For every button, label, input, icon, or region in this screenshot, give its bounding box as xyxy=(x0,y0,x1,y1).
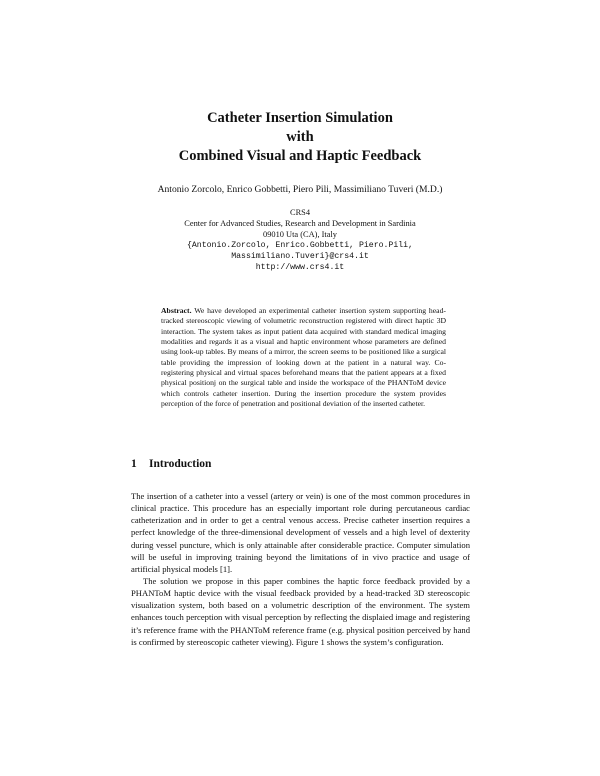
affiliation-org: CRS4 xyxy=(289,208,311,217)
section-heading xyxy=(131,458,211,470)
paper-title-line-2: with xyxy=(286,129,314,145)
abstract-text: We have developed an experimental catheter insertion system supporting head-tracked stereoscopic viewing of volumetric reconstruction registered with direct haptic 3D interaction. The system takes as input patient data acquired with standard medical imaging modalities and regards it as a visual and haptic environment whose parameters are defined using look-up tables. By means of a mirror, the screen seems to be positioned like a surgical table providing the impression of looking down at the patient in a natural way. Co-registering physical and virtual spaces beforehand means that the patient appears at a fixed physical positionj on the surgical table and inside the workspace of the PHANToM device which controls catheter insertion. During the insertion procedure the system provides perception of the force of penetration and positional deviation of the inserted catheter. xyxy=(161,306,446,409)
paper-title-line-3: Combined Visual and Haptic Feedback xyxy=(178,148,422,164)
affiliation-address: 09010 Uta (CA), Italy xyxy=(263,230,337,239)
affiliation-emails-line-1: {Antonio.Zorcolo, Enrico.Gobbetti, Piero.Pili, xyxy=(186,241,413,250)
affiliation-center: Center for Advanced Studies, Research and Development in Sardinia xyxy=(184,219,416,228)
section-number: 1 xyxy=(131,458,137,470)
affiliation-url: http://www.crs4.it xyxy=(255,263,345,272)
abstract-label: Abstract. xyxy=(161,306,192,315)
abstract xyxy=(161,306,446,409)
author-list: Antonio Zorcolo, Enrico Gobbetti, Piero Pili, Massimiliano Tuveri (M.D.) xyxy=(157,184,443,195)
affiliation-emails-line-2: Massimiliano.Tuveri}@crs4.it xyxy=(231,252,369,261)
section-title: Introduction xyxy=(149,458,212,470)
intro-paragraph-1: The insertion of a catheter into a vessel (artery or vein) is one of the most common procedures in clinical practice. This procedure has an especially important role during percutaneous cardiac catheterization and in order to get a central venous access. Precise catheter insertion requires a perfect knowledge of the three-dimensional development of vessels and a high level of dexterity during vessel puncture, which is only attainable after considerable practice. Computer simulation will be useful in improving training beyond the limitations of in vivo practice and usage of artificial physical models [1]. xyxy=(131,491,470,574)
intro-paragraph-2: The solution we propose in this paper combines the haptic force feedback provided by a PHANToM haptic device with the visual feedback provided by a head-tracked 3D stereoscopic visualization system, both based on a volumetric description of the environment. The system enhances touch perception with visual perception by reflecting the displaied image and registering it’s reference frame with the PHANToM reference frame (e.g. physical position perceived by hand is confirmed by stereoscopic catheter viewing). Figure 1 shows the system’s configuration. xyxy=(131,576,470,647)
paper-title-line-1: Catheter Insertion Simulation xyxy=(207,110,393,126)
